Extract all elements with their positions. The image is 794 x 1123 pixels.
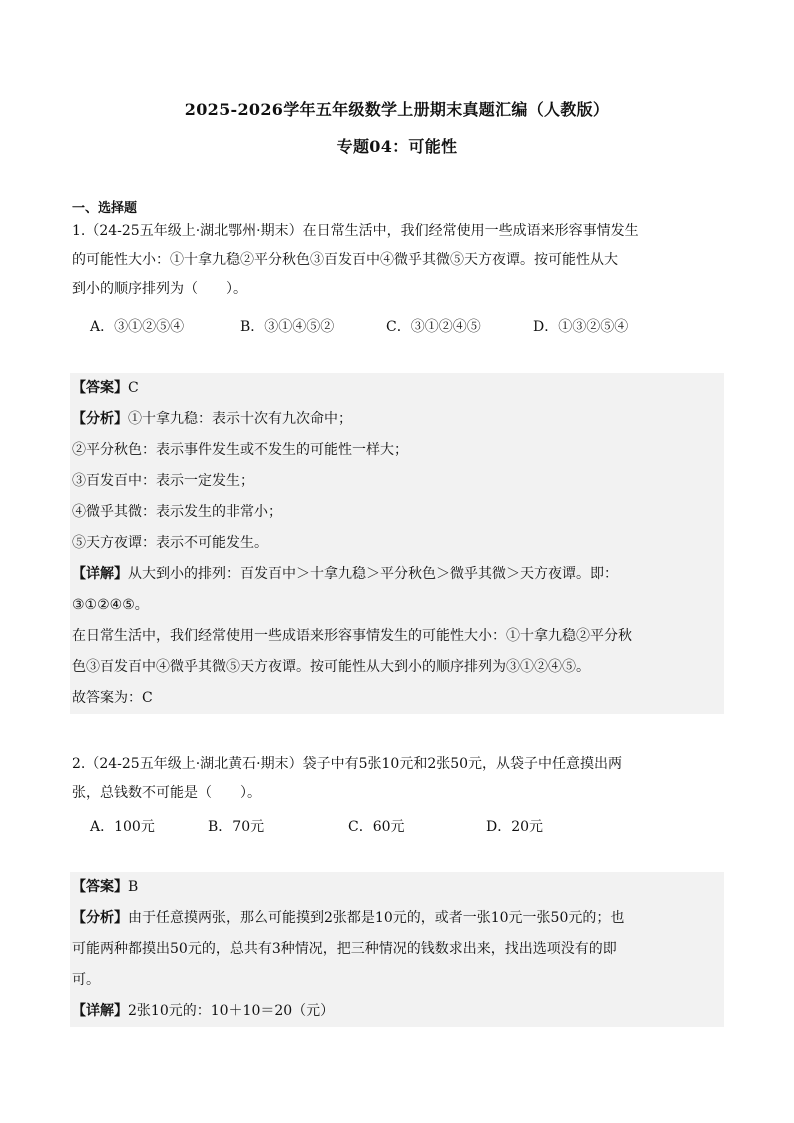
- answer-label: 【答案】: [72, 380, 128, 396]
- section-heading: 一、选择题: [72, 201, 138, 216]
- analysis-label: 【分析】: [72, 411, 128, 427]
- analysis-text: 由于任意摸两张，那么可能摸到2张都是10元的，或者一张10元一张50元的；也: [128, 910, 625, 926]
- answer-block-1: [70, 373, 724, 714]
- detail-label: 【详解】: [72, 566, 128, 582]
- conclusion-line: 故答案为：C: [72, 690, 153, 706]
- option-d: D．①③②⑤④: [533, 319, 629, 335]
- detail-line: 色③百发百中④微乎其微⑤天方夜谭。按可能性从大到小的顺序排列为③①②④⑤。: [72, 659, 590, 675]
- option-d: D．20元: [486, 819, 544, 835]
- question-1: [72, 217, 726, 304]
- question-2-line: 2.（24-25五年级上·湖北黄石·期末）袋子中有5张10元和2张50元，从袋子中任意摸出两: [72, 756, 623, 772]
- option-c: C．60元: [348, 819, 405, 835]
- analysis-line: [70, 404, 724, 435]
- option-c: C．③①②④⑤: [386, 319, 481, 335]
- analysis-line: 可能两种都摸出50元的，总共有3种情况，把三种情况的钱数求出来，找出选项没有的即: [72, 941, 617, 957]
- analysis-line: ⑤天方夜谭：表示不可能发生。: [72, 535, 268, 551]
- analysis-line: ③百发百中：表示一定发生；: [72, 473, 254, 489]
- question-1-line: 到小的顺序排列为（ ）。: [72, 281, 247, 297]
- detail-line: ③①②④⑤。: [72, 597, 149, 613]
- detail-text: 从大到小的排列：百发百中＞十拿九稳＞平分秋色＞微乎其微＞天方夜谭。即：: [128, 566, 618, 582]
- detail-label: 【详解】: [72, 1003, 128, 1019]
- analysis-line: ②平分秋色：表示事件发生或不发生的可能性一样大；: [72, 442, 408, 458]
- detail-line: [70, 559, 724, 590]
- answer-value: B: [128, 879, 139, 895]
- answer-label: 【答案】: [72, 879, 128, 895]
- question-1-line: 1.（24-25五年级上·湖北鄂州·期末）在日常生活中，我们经常使用一些成语来形容事情发生: [72, 223, 639, 239]
- question-1-line: 的可能性大小：①十拿九稳②平分秋色③百发百中④微乎其微⑤天方夜谭。按可能性从大: [72, 252, 618, 268]
- analysis-label: 【分析】: [72, 910, 128, 926]
- detail-text: 2张10元的：10＋10＝20（元）: [128, 1003, 335, 1019]
- analysis-text: ①十拿九稳：表示十次有九次命中；: [128, 411, 352, 427]
- analysis-line: ④微乎其微：表示发生的非常小；: [72, 504, 282, 520]
- detail-line: [70, 996, 724, 1027]
- document-title: 2025-2026学年五年级数学上册期末真题汇编（人教版）: [184, 100, 610, 119]
- option-a: A．③①②⑤④: [90, 319, 185, 335]
- answer-line: [70, 872, 724, 903]
- option-b: B．③①④⑤②: [240, 319, 335, 335]
- document-subtitle: 专题04：可能性: [336, 137, 458, 156]
- analysis-line: [70, 903, 724, 934]
- detail-line: 在日常生活中，我们经常使用一些成语来形容事情发生的可能性大小：①十拿九稳②平分秋: [72, 628, 632, 644]
- analysis-line: 可。: [72, 972, 100, 988]
- answer-line: [70, 373, 724, 404]
- answer-block-2: [70, 872, 724, 1027]
- question-2: [72, 750, 726, 808]
- question-2-line: 张，总钱数不可能是（ ）。: [72, 785, 261, 801]
- option-a: A．100元: [90, 819, 155, 835]
- answer-value: C: [128, 380, 139, 396]
- option-b: B．70元: [208, 819, 265, 835]
